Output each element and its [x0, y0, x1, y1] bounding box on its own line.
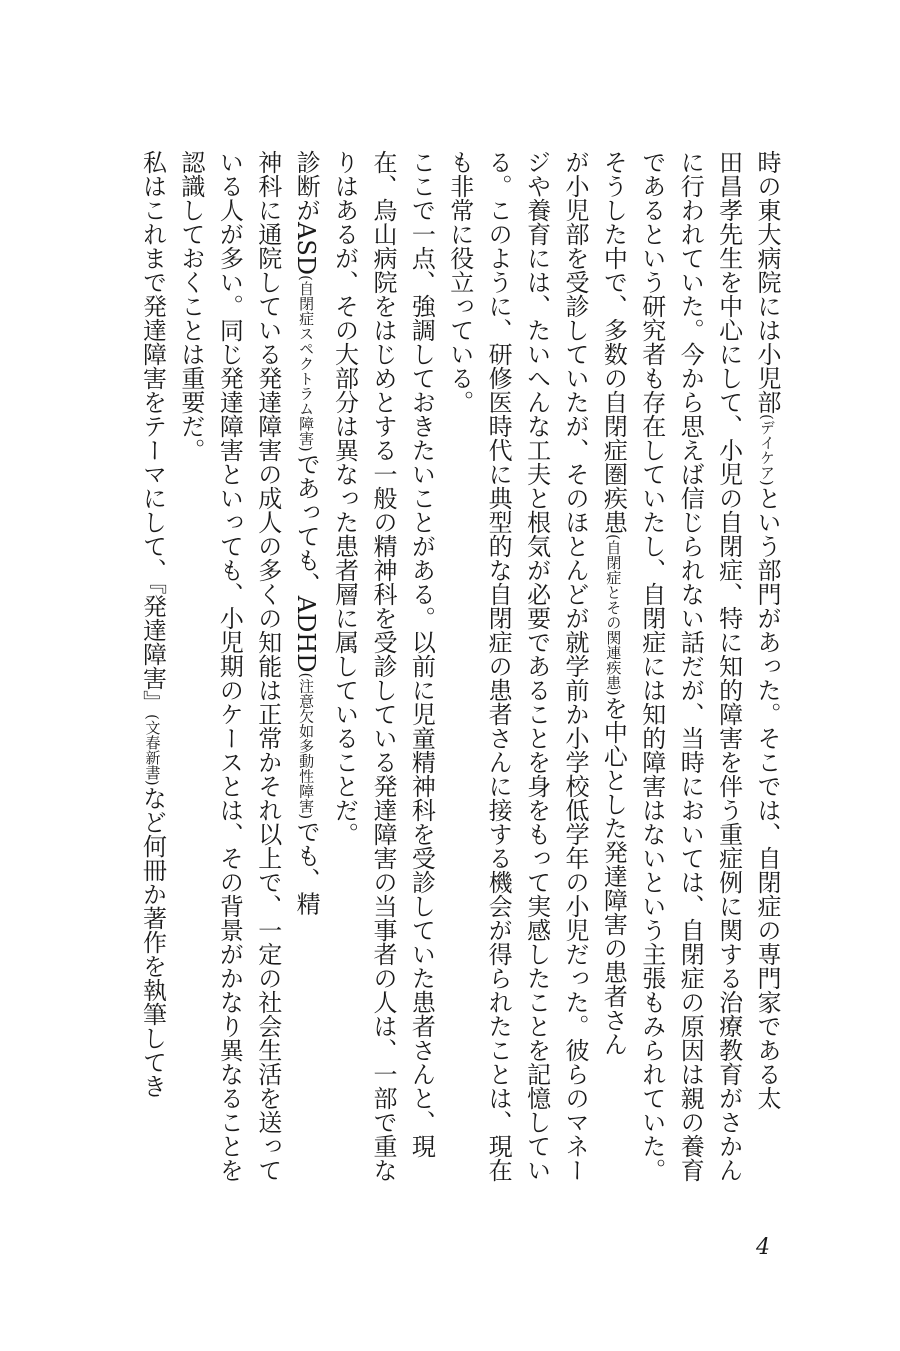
vertical-text-body [96, 150, 786, 1200]
text-line-5: そうした中で、多数の自閉症圏疾患(自閉症とその関連疾患)を中心とした発達障害の患者さん [599, 150, 628, 1056]
text-line-11: 在、烏山病院をはじめとする一般の精神科を受診している発達障害の当事者の人は、一部で重な [368, 150, 397, 1182]
text-line-3: に行われていた。今から思えば信じられない話だが、当時においては、自閉症の原因は親の養育 [676, 150, 705, 1182]
text-line-4: であるという研究者も存在していたし、自閉症には知的障害はないという主張もみられていた。 [637, 150, 666, 1182]
text-line-14: 神科に通院している発達障害の成人の多くの知能は正常かそれ以上で、一定の社会生活を送って [253, 150, 282, 1182]
text-line-13: 診断がASD(自閉症スペクトラム障害)であっても、ADHD(注意欠如多動性障害)でも、精 [292, 150, 321, 916]
text-line-7: ジや養育には、たいへんな工夫と根気が必要であることを身をもって実感したことを記憶してい [522, 150, 551, 1182]
text-line-16: 認識しておくことは重要だ。 [176, 150, 205, 462]
text-line-10: ここで一点、強調しておきたいことがある。以前に児童精神科を受診していた患者さんと、現 [407, 150, 436, 1158]
text-line-9: も非常に役立っている。 [445, 150, 474, 414]
text-line-2: 田昌孝先生を中心にして、小児の自閉症、特に知的障害を伴う重症例に関する治療教育がさかん [714, 150, 743, 1182]
text-line-17: 私はこれまで発達障害をテーマにして、『発達障害』(文春新書)など何冊か著作を執筆してき [138, 150, 167, 1098]
text-line-15: いる人が多い。同じ発達障害といっても、小児期のケースとは、その背景がかなり異なることを [215, 150, 244, 1182]
text-line-12: りはあるが、その大部分は異なった患者層に属していることだ。 [330, 150, 359, 846]
text-line-1: 時の東大病院には小児部(デイケア)という部門があった。そこでは、自閉症の専門家である太 [753, 150, 781, 1110]
text-line-8: る。このように、研修医時代に典型的な自閉症の患者さんに接する機会が得られたことは、現在 [484, 150, 513, 1182]
page-number: 4 [756, 1235, 770, 1260]
text-line-6: が小児部を受診していたが、そのほとんどが就学前か小学校低学年の小児だった。彼らのマネー [560, 150, 589, 1182]
